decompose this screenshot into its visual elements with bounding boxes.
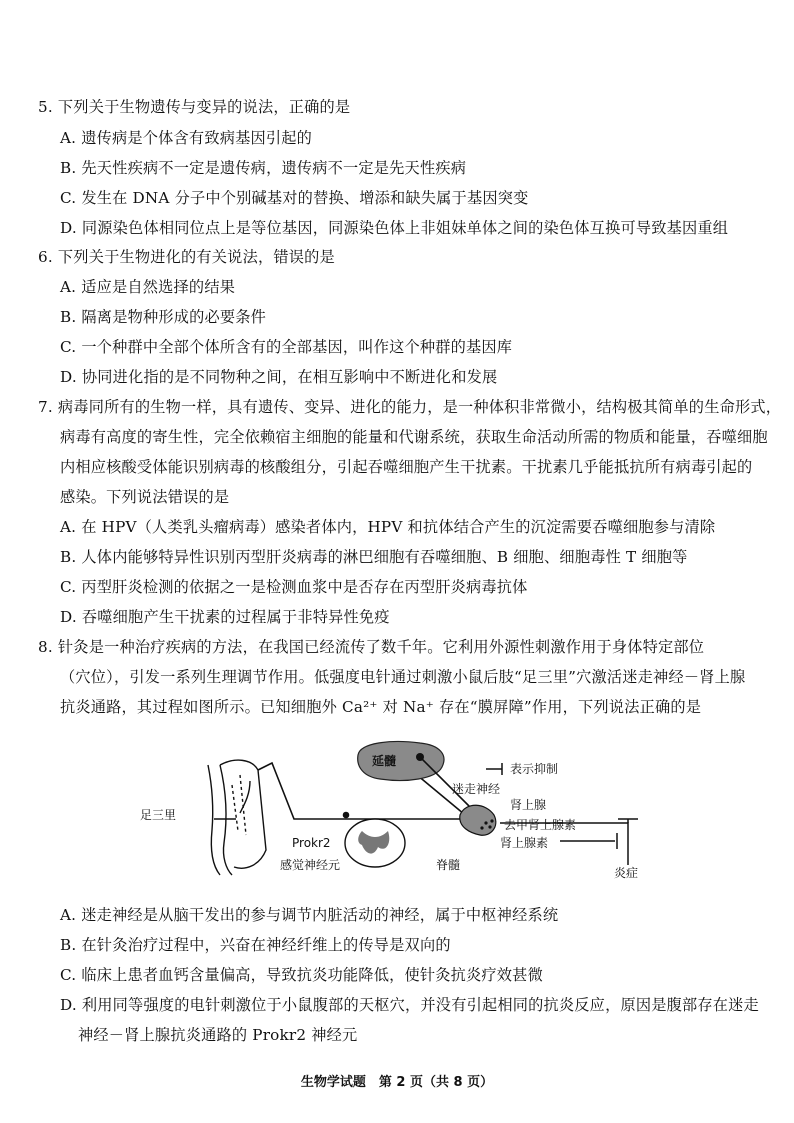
medulla-shape [358, 742, 444, 781]
label-norepinephrine: 去甲肾上腺素 [504, 818, 577, 832]
page-footer: 生物学试题 第 2 页（共 8 页） [300, 1075, 494, 1090]
q6-stem: 6. 下列关于生物进化的有关说法，错误的是 [38, 248, 335, 266]
q8-option-a: A. 迷走神经是从脑干发出的参与调节内脏活动的神经，属于中枢神经系统 [60, 906, 559, 924]
q5-stem: 5. 下列关于生物遗传与变异的说法，正确的是 [38, 98, 351, 116]
label-spinal-cord: 脊髓 [436, 858, 461, 872]
q7-option-d: D. 吞噬细胞产生干扰素的过程属于非特异性免疫 [60, 608, 390, 626]
q8-stem-line1: 8. 针灸是一种治疗疾病的方法，在我国已经流传了数千年。它利用外源性刺激作用于身体特定部位 [38, 638, 705, 656]
label-medulla: 延髓 [372, 754, 397, 768]
q7-stem-line3: 内相应核酸受体能识别病毒的核酸组分，引起吞噬细胞产生干扰素。干扰素几乎能抵抗所有病毒引起的 [60, 458, 753, 476]
q8-option-b: B. 在针灸治疗过程中，兴奋在神经纤维上的传导是双向的 [60, 936, 451, 954]
q5-option-c: C. 发生在 DNA 分子中个别碱基对的替换、增添和缺失属于基因突变 [60, 189, 529, 207]
q8-stem-line2: （穴位），引发一系列生理调节作用。低强度电针通过刺激小鼠后肢“足三里”穴激活迷走神经－肾上腺 [60, 668, 746, 686]
q7-stem-line1: 7. 病毒同所有的生物一样，具有遗传、变异、进化的能力，是一种体积非常微小，结构极其简单的生命形式， [38, 398, 782, 416]
label-sensory-neuron: 感觉神经元 [280, 858, 341, 872]
q7-option-c: C. 丙型肝炎检测的依据之一是检测血浆中是否存在丙型肝炎病毒抗体 [60, 578, 528, 596]
label-epinephrine: 肾上腺素 [500, 836, 549, 850]
q5-option-d: D. 同源染色体相同位点上是等位基因，同源染色体上非姐妹单体之间的染色体互换可导致基因重组 [60, 219, 729, 237]
q6-option-c: C. 一个种群中全部个体所含有的全部基因，叫作这个种群的基因库 [60, 338, 513, 356]
label-zusanli: 足三里 [140, 808, 177, 822]
label-vagus-nerve: 迷走神经 [452, 782, 501, 796]
spinal-cord-shape [345, 819, 405, 867]
label-prokr2: Prokr2 [292, 836, 331, 850]
q8-option-d-line2: 神经－肾上腺抗炎通路的 Prokr2 神经元 [78, 1026, 358, 1044]
q6-option-a: A. 适应是自然选择的结果 [60, 278, 236, 296]
acupuncture-pathway-diagram [140, 735, 680, 885]
q6-option-b: B. 隔离是物种形成的必要条件 [60, 308, 267, 326]
q5-option-b: B. 先天性疾病不一定是遗传病，遗传病不一定是先天性疾病 [60, 159, 467, 177]
q8-stem-line3: 抗炎通路，其过程如图所示。已知细胞外 Ca²⁺ 对 Na⁺ 存在“膜屏障”作用，下列说法正确的是 [60, 698, 702, 716]
q7-stem-line2: 病毒有高度的寄生性，完全依赖宿主细胞的能量和代谢系统，获取生命活动所需的物质和能量，吞噬细胞 [60, 428, 768, 446]
hind-limb-figure [208, 760, 266, 875]
q8-option-d-line1: D. 利用同等强度的电针刺激位于小鼠腹部的天枢穴，并没有引起相同的抗炎反应，原因是腹部存在迷走 [60, 996, 759, 1014]
q7-option-b: B. 人体内能够特异性识别丙型肝炎病毒的淋巴细胞有吞噬细胞、B 细胞、细胞毒性 T 细胞等 [60, 548, 688, 566]
q5-option-a: A. 遗传病是个体含有致病基因引起的 [60, 129, 313, 147]
q7-option-a: A. 在 HPV（人类乳头瘤病毒）感染者体内，HPV 和抗体结合产生的沉淀需要吞噬细胞参与清除 [60, 518, 716, 536]
label-inhibition-legend: 表示抑制 [510, 762, 559, 776]
q8-option-c: C. 临床上患者血钙含量偏高，导致抗炎功能降低，使针灸抗炎疗效甚微 [60, 966, 543, 984]
q7-stem-line4: 感染。下列说法错误的是 [60, 488, 230, 506]
label-inflammation: 炎症 [614, 866, 639, 880]
adrenal-gland-shape [460, 805, 496, 835]
q6-option-d: D. 协同进化指的是不同物种之间，在相互影响中不断进化和发展 [60, 368, 498, 386]
label-adrenal-gland: 肾上腺 [510, 798, 547, 812]
